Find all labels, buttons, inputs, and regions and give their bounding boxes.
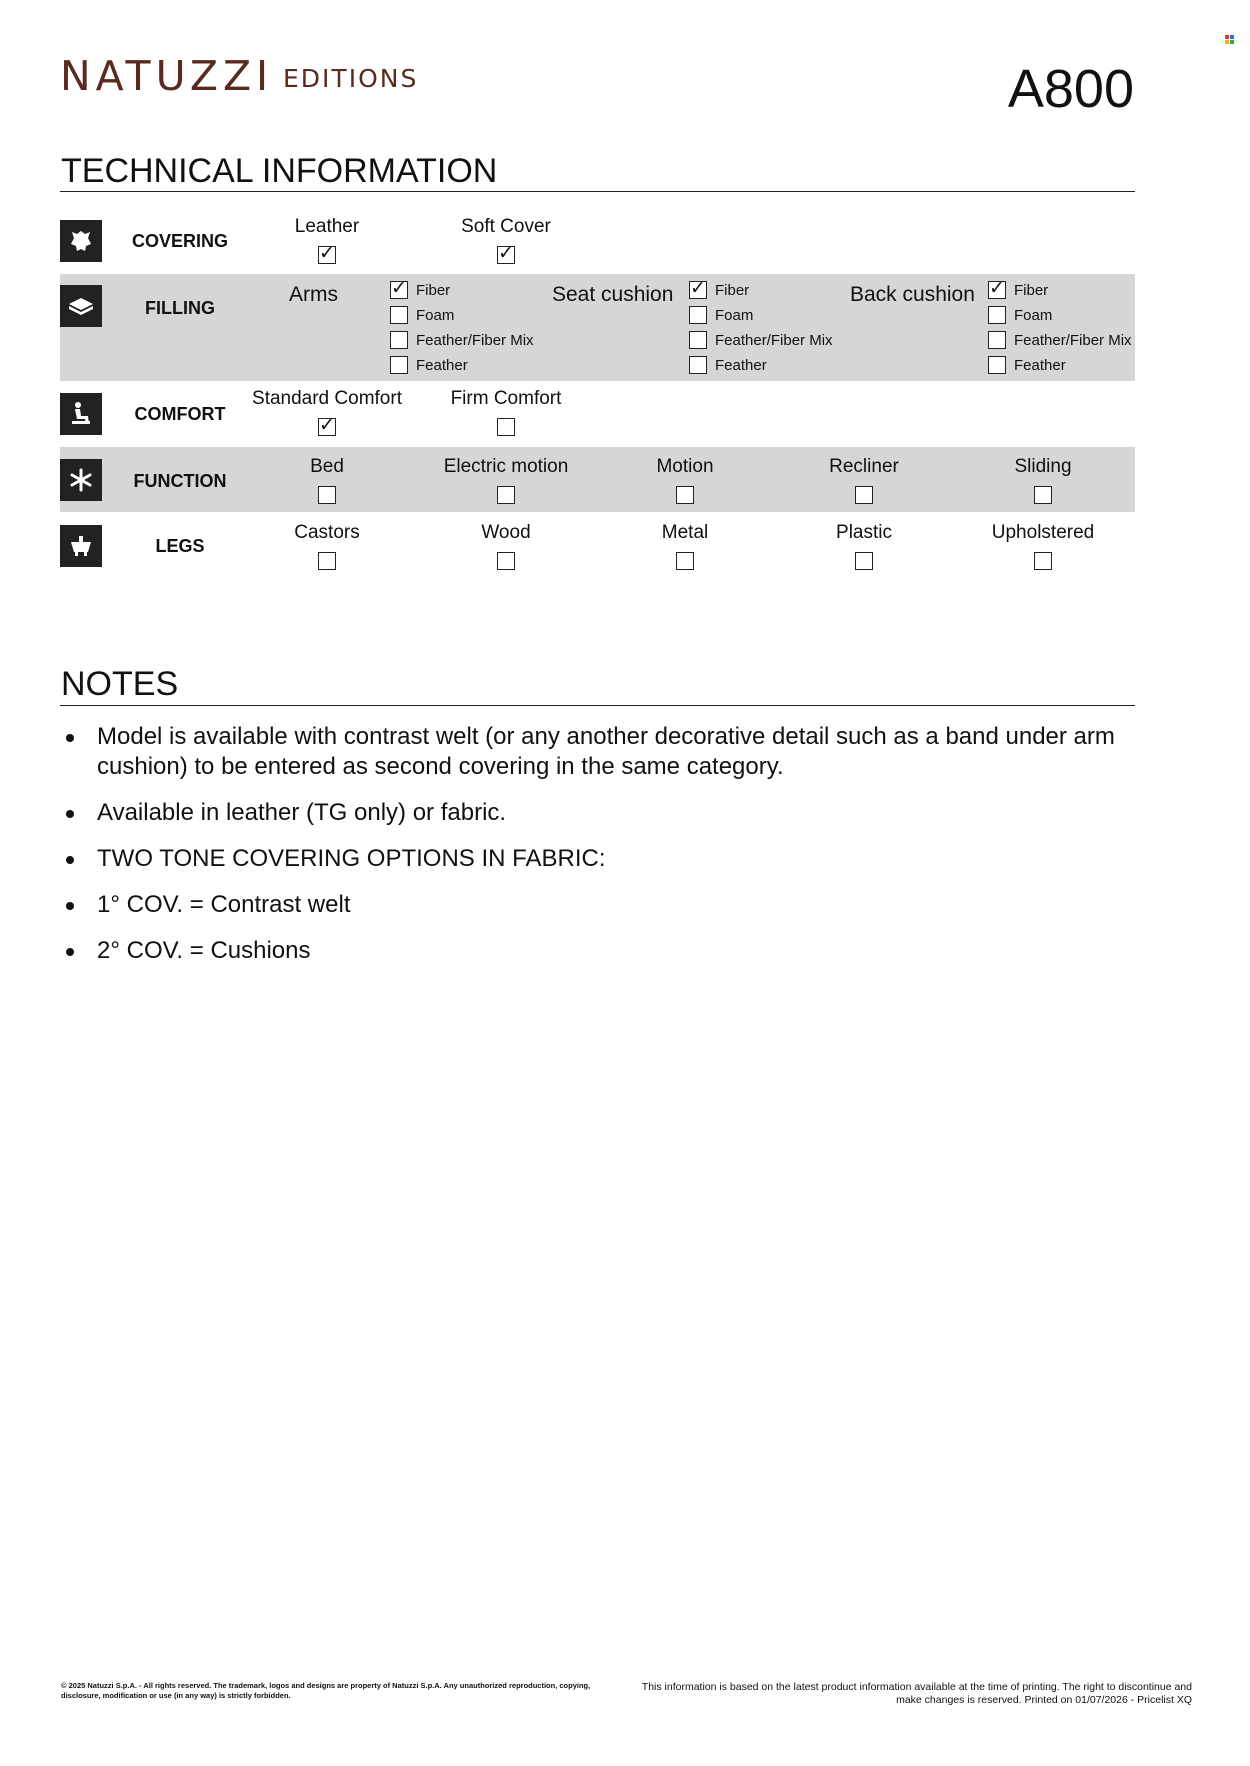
option-label: Electric motion [443, 456, 569, 477]
back-mix-checkbox[interactable] [988, 331, 1006, 349]
notes-list [66, 722, 1146, 982]
seated-person-icon [60, 393, 102, 435]
footer-disclaimer-line: make changes is reserved. Printed on 01/07/2026 - Pricelist XQ [896, 1694, 1192, 1706]
option-label: Upholstered [991, 522, 1095, 543]
fill-option-label: Foam [715, 306, 754, 324]
option-label: Motion [656, 456, 714, 477]
metal-checkbox[interactable] [676, 552, 694, 570]
arms-label: Arms [289, 283, 338, 306]
back-cushion-label: Back cushion [850, 283, 975, 306]
fill-option-label: Fiber [416, 281, 451, 299]
tech-rule [60, 191, 1135, 192]
option-label: Firm Comfort [450, 388, 562, 409]
option-label: Sliding [1014, 456, 1072, 477]
option-label: Recliner [829, 456, 899, 477]
model-code: A800 [1007, 59, 1134, 119]
fill-option-label: Foam [416, 306, 455, 324]
notes-title: NOTES [61, 665, 179, 703]
covering-row [60, 214, 1135, 266]
footer-copyright: © 2025 Natuzzi S.p.A. - All rights reserved. The trademark, logos and designs are property of Natuzzi S.p.A. Any unauthorized reproduction, copying, disclosure, modification or use (in any way) is strictly forbidden. [61, 1681, 591, 1700]
function-row [60, 447, 1135, 512]
notes-rule [60, 705, 1135, 706]
comfort-row [60, 387, 1135, 439]
note-item: TWO TONE COVERING OPTIONS IN FABRIC: [66, 844, 1146, 874]
color-dots-icon [1225, 35, 1234, 44]
option-label: Castors [294, 522, 360, 543]
option-label: Bed [310, 456, 344, 477]
seat-fiber-checkbox[interactable] [689, 281, 707, 299]
brand-logo: NATUZZI [60, 52, 274, 100]
plastic-checkbox[interactable] [855, 552, 873, 570]
option-label: Soft Cover [461, 216, 551, 237]
fill-option-label: Feather [1014, 356, 1066, 374]
legs-row [60, 516, 1135, 576]
seat-foam-checkbox[interactable] [689, 306, 707, 324]
footer-disclaimer [592, 1681, 1192, 1707]
brand-line: EDITIONS [283, 64, 419, 93]
recliner-checkbox[interactable] [855, 486, 873, 504]
back-feather-checkbox[interactable] [988, 356, 1006, 374]
arms-fiber-checkbox[interactable] [390, 281, 408, 299]
back-fiber-checkbox[interactable] [988, 281, 1006, 299]
tech-title: TECHNICAL INFORMATION [61, 152, 498, 190]
sofa-leg-icon [60, 525, 102, 567]
wood-checkbox[interactable] [497, 552, 515, 570]
standard-comfort-checkbox[interactable] [318, 418, 336, 436]
motion-checkbox[interactable] [676, 486, 694, 504]
castors-checkbox[interactable] [318, 552, 336, 570]
upholstered-checkbox[interactable] [1034, 552, 1052, 570]
fill-option-label: Feather/Fiber Mix [715, 331, 833, 349]
comfort-label: COMFORT [134, 404, 226, 424]
seat-mix-checkbox[interactable] [689, 331, 707, 349]
arms-foam-checkbox[interactable] [390, 306, 408, 324]
fill-option-label: Fiber [715, 281, 750, 299]
firm-comfort-checkbox[interactable] [497, 418, 515, 436]
note-item: 2° COV. = Cushions [66, 936, 1146, 966]
cushion-icon [60, 285, 102, 327]
option-label: Plastic [836, 522, 892, 543]
fill-option-label: Feather/Fiber Mix [1014, 331, 1132, 349]
fill-option-label: Feather [416, 356, 468, 374]
arms-feather-checkbox[interactable] [390, 356, 408, 374]
leather-checkbox[interactable] [318, 246, 336, 264]
sliding-checkbox[interactable] [1034, 486, 1052, 504]
asterisk-icon [60, 459, 102, 501]
electric-motion-checkbox[interactable] [497, 486, 515, 504]
leather-hide-icon [60, 220, 102, 262]
footer-disclaimer-line: This information is based on the latest product information available at the time of printing. The right to discontinue and [641, 1681, 1192, 1693]
fill-option-label: Feather [715, 356, 767, 374]
fill-option-label: Fiber [1014, 281, 1049, 299]
note-item: Model is available with contrast welt (or any another decorative detail such as a band under arm cushion) to be entered as second covering in the same category. [66, 722, 1146, 782]
arms-mix-checkbox[interactable] [390, 331, 408, 349]
bed-checkbox[interactable] [318, 486, 336, 504]
fill-option-label: Feather/Fiber Mix [416, 331, 534, 349]
note-item: Available in leather (TG only) or fabric. [66, 798, 1146, 828]
filling-label: FILLING [145, 298, 215, 318]
back-foam-checkbox[interactable] [988, 306, 1006, 324]
option-label: Leather [294, 216, 360, 237]
option-label: Standard Comfort [252, 388, 402, 409]
option-label: Wood [481, 522, 531, 543]
soft-cover-checkbox[interactable] [497, 246, 515, 264]
covering-label: COVERING [131, 231, 228, 251]
seat-cushion-label: Seat cushion [552, 283, 674, 306]
fill-option-label: Foam [1014, 306, 1053, 324]
legs-label: LEGS [155, 536, 205, 556]
option-label: Metal [661, 522, 709, 543]
seat-feather-checkbox[interactable] [689, 356, 707, 374]
function-label: FUNCTION [133, 471, 227, 491]
note-item: 1° COV. = Contrast welt [66, 890, 1146, 920]
filling-row [60, 274, 1135, 381]
